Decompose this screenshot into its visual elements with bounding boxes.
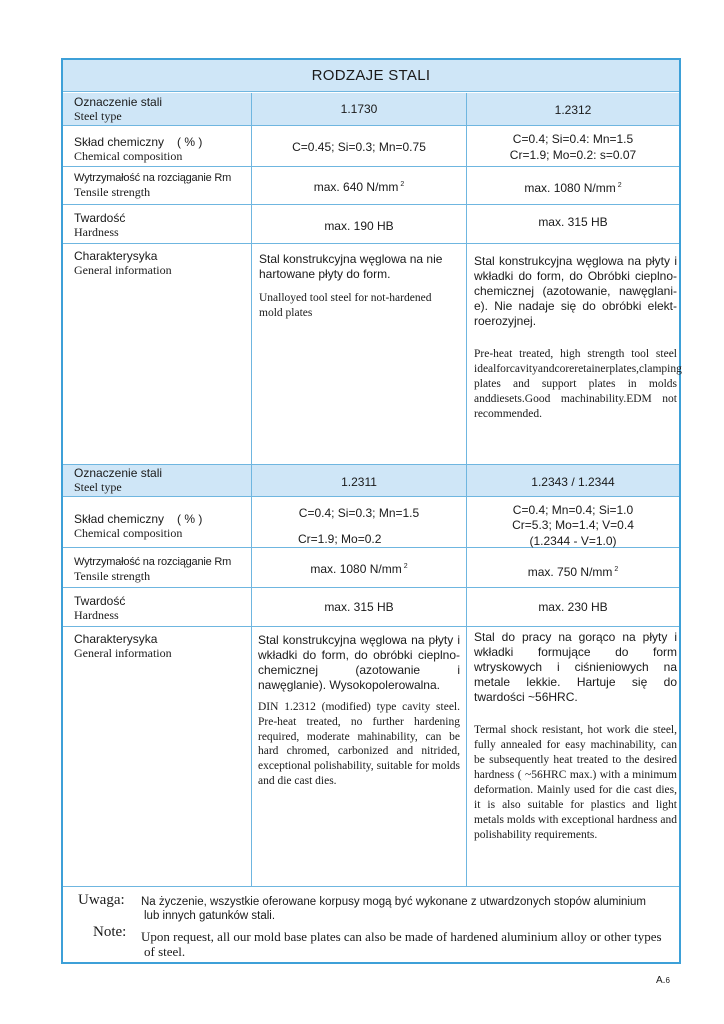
- label-pl: Oznaczenie stali: [74, 466, 163, 480]
- tensile-value: max. 640 N/mm $^2$: [313, 180, 405, 194]
- label-en: General information: [74, 263, 172, 277]
- divider: [63, 125, 679, 126]
- grade-value: 1.2343 / 1.2344: [531, 475, 615, 489]
- chem-value: C=0.4; Mn=0.4; Si=1.0: [512, 503, 634, 517]
- tensile-value: max. 1080 N/mm $^2$: [524, 181, 622, 195]
- label-steel-grade: [74, 467, 162, 494]
- label-tensile: [74, 556, 231, 583]
- chem-value: Cr=1.9; Mo=0.2: [298, 532, 382, 546]
- label-pct: ( % ): [177, 135, 203, 149]
- label-pl: Wytrzymałość na rozciąganie Rm: [74, 172, 232, 184]
- note-text-en: Upon request, all our mold base plates can also be made of hardened aluminium alloy or other types: [141, 929, 662, 944]
- tensile-value: max. 750 N/mm $^2$: [527, 565, 619, 579]
- chem-value: Cr=1.9; Mo=0.2: s=0.07: [509, 148, 637, 162]
- hardness-value: max. 315 HB: [538, 215, 608, 229]
- note-text-en: of steel.: [144, 944, 186, 959]
- chem-value: C=0.4; Si=0.3; Mn=1.5: [298, 506, 420, 520]
- label-pl: Twardość: [74, 594, 126, 608]
- divider: [63, 626, 679, 627]
- info-pl: Stal do pracy na gorąco na płyty i wkładki formujące do form wtryskowych i ciśnieniowych na metale lekkie. Hartuje się do twardości ~56HRC.: [474, 630, 677, 704]
- info-text: [258, 633, 460, 789]
- label-en: Steel type: [74, 480, 122, 494]
- label-en: Chemical composition: [74, 526, 183, 540]
- hardness-value: max. 230 HB: [538, 600, 608, 614]
- info-en: Pre-heat treated, high strength tool steel idealforcavityandcoreretainerplates,clamping plates and support plates in molds anddiesets.Good machinability.EDM not recommended.: [474, 348, 682, 420]
- table-title: RODZAJE STALI: [63, 60, 679, 92]
- label-en: Steel type: [74, 109, 122, 123]
- divider: [63, 204, 679, 205]
- divider: [63, 886, 679, 887]
- label-general-info: [74, 250, 172, 277]
- chem-value: C=0.4; Si=0.4: Mn=1.5: [512, 132, 634, 146]
- info-en: Termal shock resistant, hot work die steel, fully annealed for easy machinability, can be subsequently heat treated to the desired hardness ( ~56HRC max.) with a minimum deformation. Mainly used for die cast dies, it is also suitable for plastics and light metals molds with exceptional hardness and polishability requirements.: [474, 724, 677, 841]
- chem-value: C=0.45; Si=0.3; Mn=0.75: [292, 140, 426, 154]
- chem-value: (1.2344 - V=1.0): [529, 534, 617, 548]
- label-steel-grade: [74, 96, 162, 123]
- label-en: Tensile strength: [74, 569, 151, 583]
- label-en: Hardness: [74, 225, 119, 239]
- info-pl: Stal konstrukcyjna węglowa na płyty i wkładki do form, do obróbki cieplno-chemicznej (azotowanie i nawęglanie). Wysokopolerowalna.: [258, 633, 460, 692]
- note-text-pl: Na życzenie, wszystkie oferowane korpusy mogą być wykonane z utwardzonych stopów aluminium: [141, 896, 646, 908]
- info-text: [474, 254, 682, 422]
- info-pl: Stal konstrukcyjna węglowa na płyty i wkładki do form, do Obróbki cieplno-chemicznej (azotowanie, nawęglani-e). Nie nadaje się do obróbki elekt-roerozyjnej.: [474, 254, 677, 328]
- note-key-pl: Uwaga:: [78, 892, 125, 908]
- info-text: [474, 630, 677, 843]
- info-en: Unalloyed tool steel for not-hardened mold plates: [259, 292, 432, 319]
- note-key-en: Note:: [93, 924, 127, 940]
- label-pl: Twardość: [74, 211, 126, 225]
- label-pct: ( % ): [177, 512, 203, 526]
- label-chemical: [74, 136, 202, 163]
- label-chemical: [74, 513, 202, 540]
- label-en: Chemical composition: [74, 149, 183, 163]
- grade-value: 1.2311: [341, 475, 377, 489]
- label-pl: Charakterysyka: [74, 249, 158, 263]
- divider: [63, 464, 679, 465]
- divider: [63, 166, 679, 167]
- label-pl: Skład chemiczny: [74, 135, 165, 149]
- label-tensile: [74, 172, 231, 199]
- divider: [63, 587, 679, 588]
- label-en: General information: [74, 646, 172, 660]
- label-pl: Charakterysyka: [74, 632, 158, 646]
- label-pl: Wytrzymałość na rozciąganie Rm: [74, 556, 232, 568]
- tensile-value: max. 1080 N/mm $^2$: [310, 562, 408, 576]
- column-divider: [251, 464, 252, 886]
- label-pl: Skład chemiczny: [74, 512, 165, 526]
- label-hardness: [74, 595, 125, 622]
- note-text-pl: lub innych gatunków stali.: [144, 910, 276, 922]
- label-en: Tensile strength: [74, 185, 151, 199]
- grade-value: 1.1730: [340, 102, 378, 116]
- hardness-value: max. 315 HB: [324, 600, 394, 614]
- label-pl: Oznaczenie stali: [74, 95, 163, 109]
- chem-value: Cr=5.3; Mo=1.4; V=0.4: [512, 518, 634, 532]
- label-hardness: [74, 212, 125, 239]
- divider: [63, 243, 679, 244]
- label-general-info: [74, 633, 172, 660]
- divider: [63, 496, 679, 497]
- hardness-value: max. 190 HB: [324, 219, 394, 233]
- label-en: Hardness: [74, 608, 119, 622]
- info-text: [259, 252, 455, 321]
- grade-value: 1.2312: [554, 103, 592, 117]
- page-number: A.6: [656, 975, 670, 986]
- info-en: DIN 1.2312 (modified) type cavity steel. Pre-heat treated, no further hardening required, moderate mahinability, can be hard chromed, carbonized and nitrided, exceptional polishability, suitable for molds and die cast dies.: [258, 701, 460, 787]
- info-pl: Stal konstrukcyjna węglowa na nie hartowane płyty do form.: [259, 252, 443, 281]
